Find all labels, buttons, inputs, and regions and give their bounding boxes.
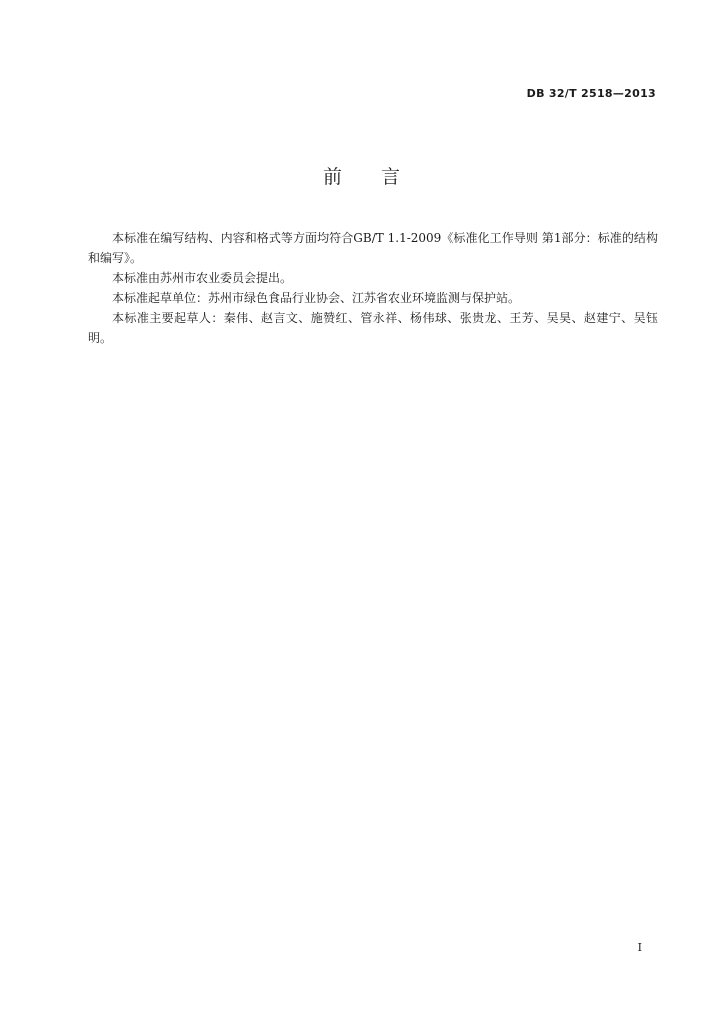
standard-code: DB 32/T 2518—2013: [526, 87, 656, 100]
title-char-2: 言: [381, 166, 402, 188]
title-char-1: 前: [322, 166, 343, 188]
foreword-body: [88, 228, 658, 348]
paragraph-proposer: 本标准由苏州市农业委员会提出。: [112, 271, 293, 285]
page-title: [0, 162, 724, 189]
paragraph-drafters: 本标准主要起草人：秦伟、赵言文、施赞红、管永祥、杨伟球、张贵龙、王芳、吴昊、赵建宁、吴钰明。: [88, 311, 658, 345]
paragraph-drafting-units: 本标准起草单位：苏州市绿色食品行业协会、江苏省农业环境监测与保护站。: [112, 291, 521, 305]
paragraph-compliance: 本标准在编写结构、内容和格式等方面均符合GB/T 1.1-2009《标准化工作导则 第1部分：标准的结构和编写》。: [88, 231, 658, 265]
page-number: I: [637, 941, 642, 954]
